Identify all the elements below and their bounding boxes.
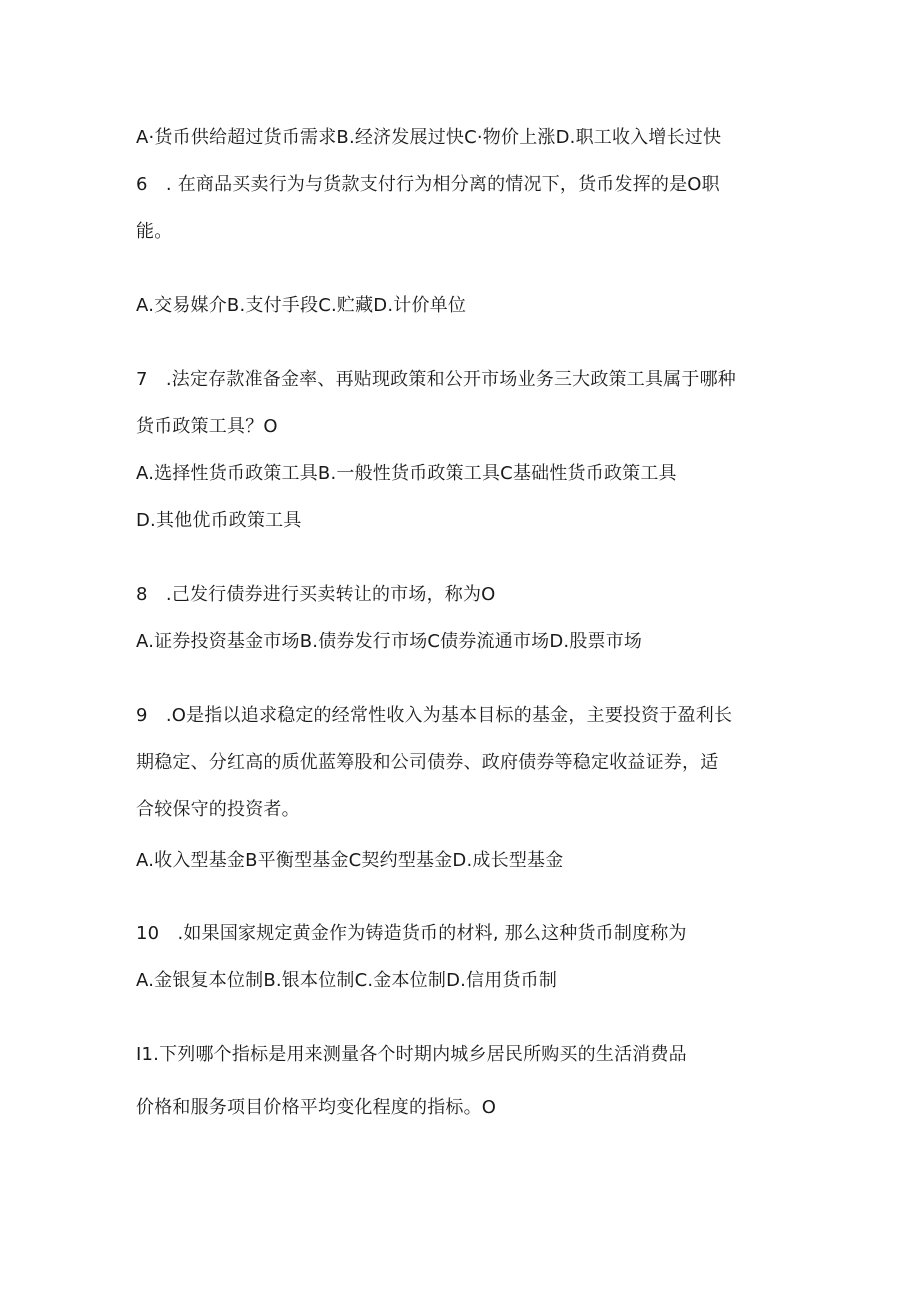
q11-text-line-1: I1.下列哪个指标是用来测量各个时期内城乡居民所购买的生活消费品 <box>136 1044 687 1065</box>
q6-options: A.交易媒介B.支付手段C.贮藏D.计价单位 <box>136 295 467 316</box>
q6-text-line-1: 6 . 在商品买卖行为与货款支付行为相分离的情况下，货币发挥的是O职 <box>136 174 720 195</box>
q7-options-line-2: D.其他优币政策工具 <box>136 510 302 531</box>
q7-options-line-1: A.选择性货币政策工具B.一般性货币政策工具C基础性货币政策工具 <box>136 463 677 484</box>
q11-text-line-2: 价格和服务项目价格平均变化程度的指标。O <box>136 1097 497 1118</box>
q7-text-line-2: 货币政策工具？O <box>136 416 278 437</box>
q10-text: 10 .如果国家规定黄金作为铸造货币的材料, 那么这种货币制度称为 <box>136 923 687 944</box>
q9-text-line-3: 合较保守的投资者。 <box>136 799 300 820</box>
q8-text: 8 .己发行债券进行买卖转让的市场，称为O <box>136 584 496 605</box>
q7-text-line-1: 7 .法定存款准备金率、再贴现政策和公开市场业务三大政策工具属于哪种 <box>136 369 736 390</box>
q6-text-line-2: 能。 <box>136 221 173 242</box>
q9-options: A.收入型基金B平衡型基金C契约型基金D.成长型基金 <box>136 850 564 871</box>
q10-options: A.金银复本位制B.银本位制C.金本位制D.信用货币制 <box>136 970 558 991</box>
q5-options: A·货币供给超过货币需求B.经济发展过快C·物价上涨D.职工收入增长过快 <box>136 127 722 148</box>
q9-text-line-2: 期稳定、分红高的质优蓝筹股和公司债券、政府债券等稳定收益证券，适 <box>136 752 719 773</box>
q8-options: A.证券投资基金市场B.债券发行市场C债券流通市场D.股票市场 <box>136 631 643 652</box>
q9-text-line-1: 9 .O是指以追求稳定的经常性收入为基本目标的基金，主要投资于盈利长 <box>136 705 733 726</box>
